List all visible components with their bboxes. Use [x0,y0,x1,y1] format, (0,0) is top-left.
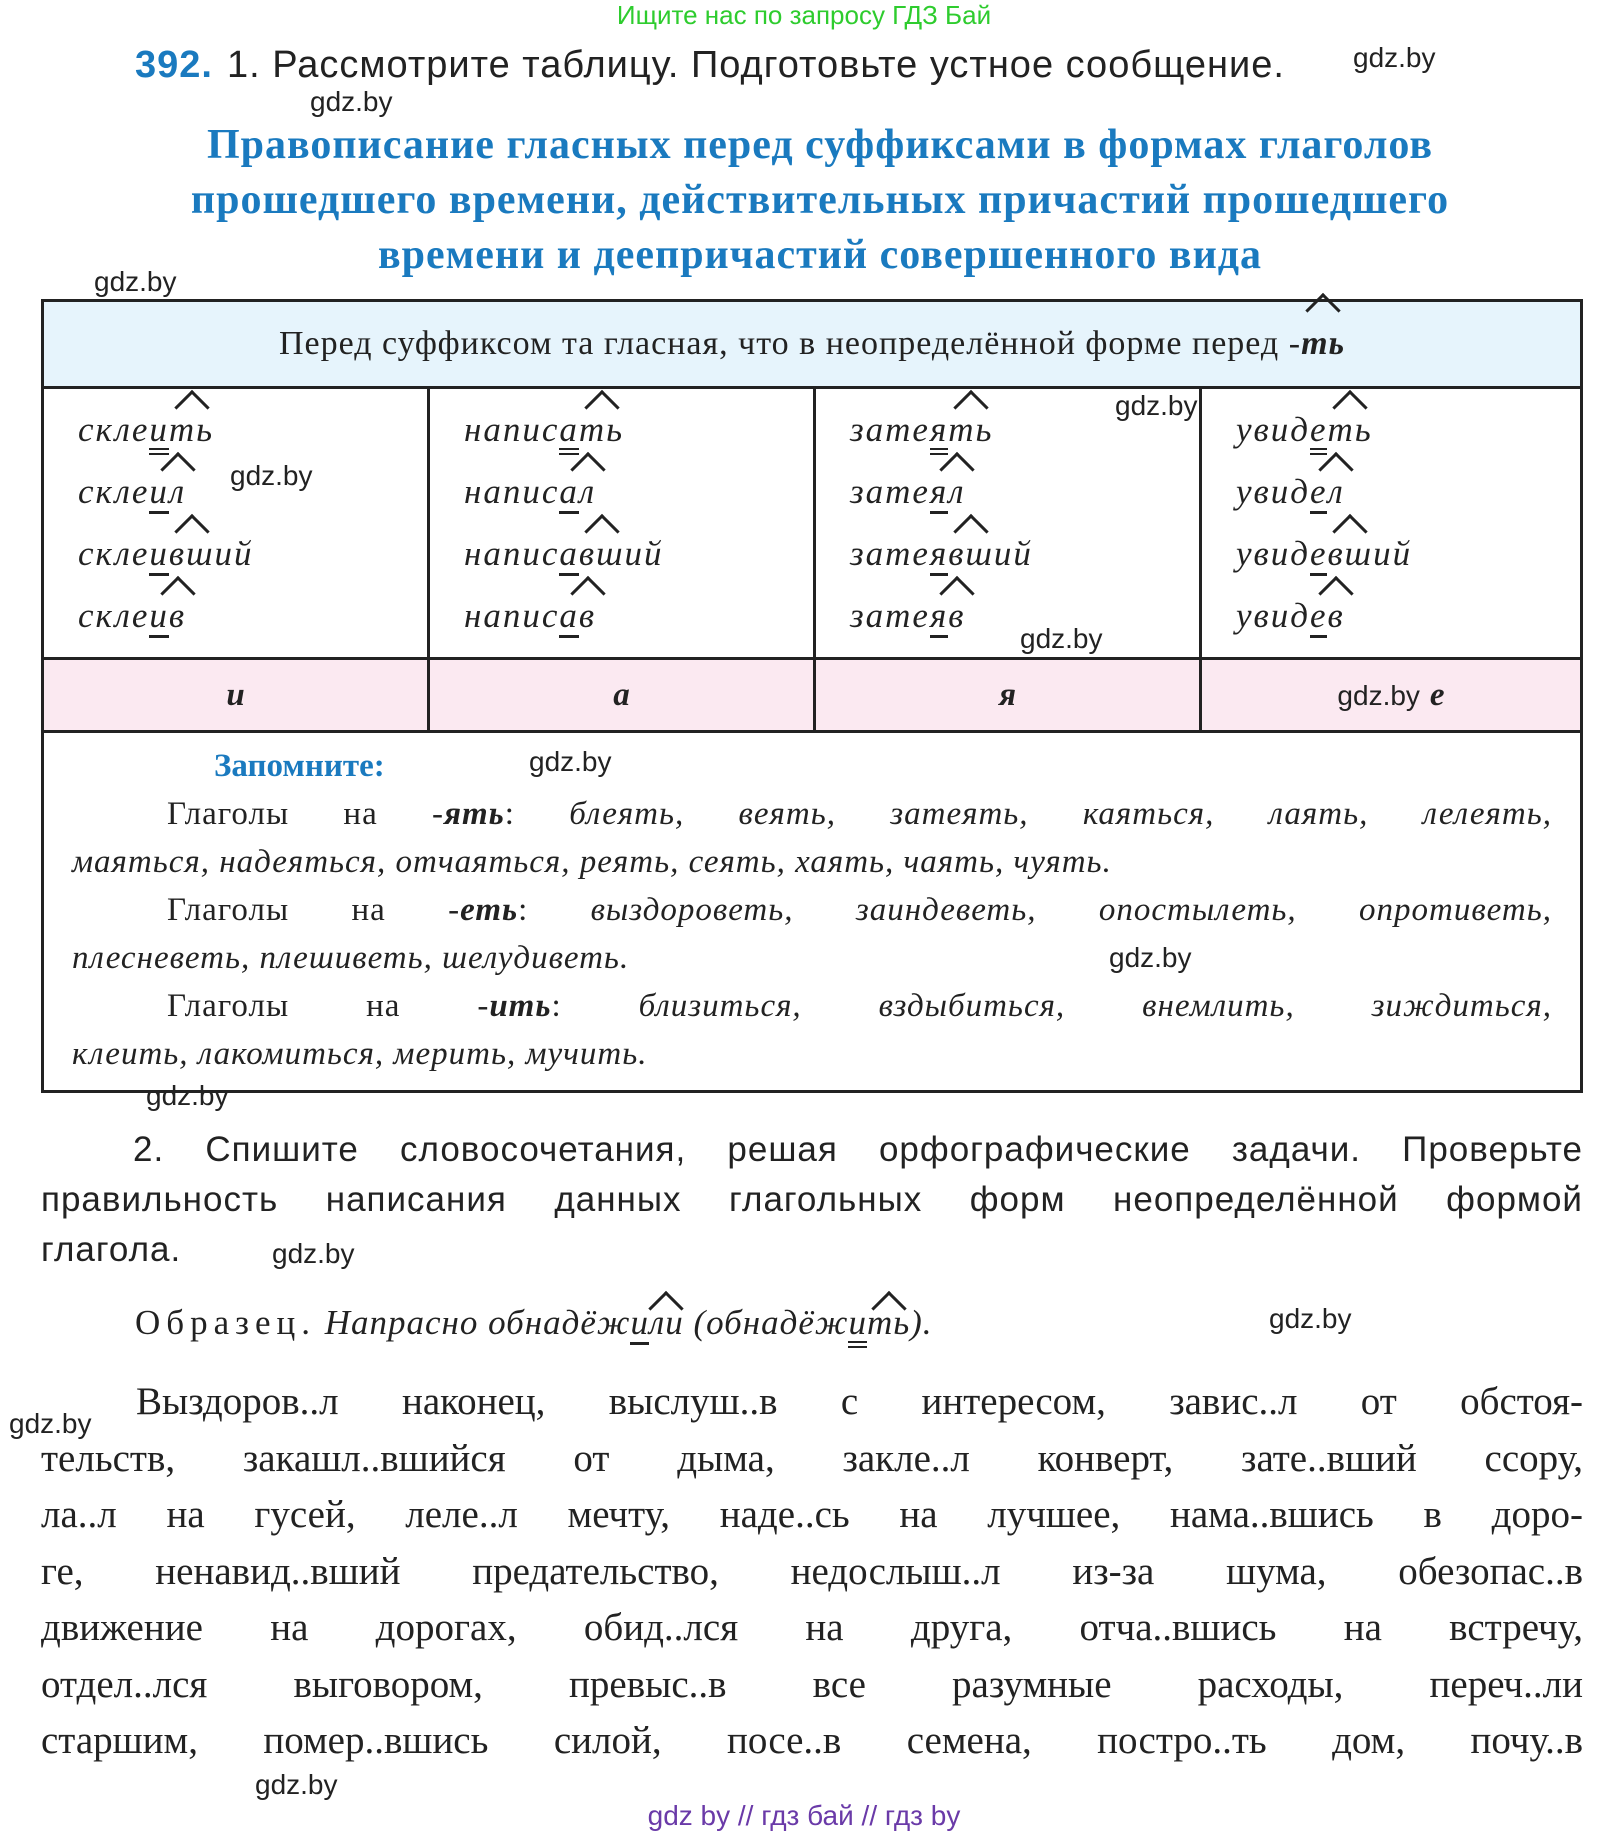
vowel-label: я [999,677,1016,713]
watermark: gdz.by [1020,623,1103,654]
vowel-cell [816,657,1202,733]
sample-text: Напрасно обнадёж [324,1303,631,1342]
watermark: gdz.by [310,86,393,117]
word-rest: ий [214,534,254,573]
footer-links[interactable]: gdz by // гдз бай // гдз by [647,1800,961,1831]
vowel-label: а [613,677,630,713]
sample-label: Образец. [135,1303,316,1342]
exercise-number: 392. [135,44,213,86]
remember-line: Глаголы на -еть: выздороветь, заиндеветь, опостылеть, опротиветь, [167,892,1552,928]
task-2-line: правильность написания данных глагольных форм неопределённой формой [41,1180,1583,1219]
word-suffix: в [579,585,596,647]
word-vowel: е [1310,597,1328,638]
word-vowel: я [930,535,948,576]
word-suffix: л [169,461,186,523]
word-rest: ий [1373,534,1413,573]
table-header [44,302,1580,389]
group-ending: еть [460,892,519,928]
sample-suffix: ть [867,1300,910,1346]
vowel-cell [430,657,816,733]
exercise-line: отдел..лся выговором, превыс..в все разумные расходы, переч..ли [41,1662,1583,1706]
word-form [464,523,813,585]
group-words: выздороветь, заиндеветь, опостылеть, опротиветь, [590,892,1552,928]
word-rest: ий [624,534,664,573]
watermark: gdz.by [255,1769,338,1800]
exercise-line: тельств, закашл..вшийся от дыма, закле..л конверт, зате..вший ссору, [41,1436,1583,1480]
rule-title [40,118,1600,283]
word-form [1236,461,1580,523]
vowel-cell [1202,657,1580,733]
word-vowel: и [149,473,169,514]
word-vowel: я [930,597,948,638]
word-stem: увид [1236,534,1310,573]
word-vowel: е [1310,412,1328,455]
word-suffix: ть [948,399,993,461]
watermark: gdz.by [1109,942,1192,973]
column-2 [816,389,1202,657]
word-form [1236,399,1580,461]
column-1 [430,389,816,657]
exercise-line: ге, ненавид..вший предательство, недослыш..л из-за шума, обезопас..в [41,1549,1583,1593]
word-suffix: ть [169,399,214,461]
exercise-line: ла..л на гусей, леле..л мечту, наде..сь на лучшее, нама..вшись в доро- [41,1493,1583,1536]
remember-block [72,742,1552,1078]
sample-text: (обнадёж [683,1303,849,1342]
rule-table [41,299,1583,1093]
word-form [464,399,813,461]
watermark: gdz.by [230,460,313,491]
remember-line [72,934,1552,982]
sample-text: ). [910,1303,933,1342]
remember-line [72,838,1552,886]
word-vowel: и [149,535,169,576]
watermark: gdz.by [94,266,177,297]
search-banner[interactable]: Ищите нас по запросу ГДЗ Бай [616,0,992,30]
exercise-line: Выздоров..л наконец, выслуш..в с интересом, завис..л от обстоя- [136,1380,1583,1423]
column-3 [1202,389,1580,657]
word-stem: зате [850,596,930,635]
word-suffix: вш [579,523,625,585]
word-suffix: вш [1327,523,1373,585]
word-stem: зате [850,472,930,511]
word-vowel: а [559,412,579,455]
remember-line: Глаголы на -ять: блеять, веять, затеять, каяться, лаять, лелеять, [167,796,1552,832]
group-ending: ять [444,796,505,832]
title-line: Правописание гласных перед суффиксами в формах глаголов [206,122,1434,168]
watermark: gdz.by [1337,680,1420,711]
group-label: Глаголы на - [167,796,444,832]
vowel-label: е [1429,677,1445,713]
word-stem: увид [1236,596,1310,635]
word-stem: склe [78,472,150,511]
vowel-label: и [226,677,245,713]
word-vowel: а [559,473,579,514]
word-suffix: в [1327,585,1344,647]
word-rest: ий [993,534,1033,573]
word-form [464,585,813,647]
word-suffix: ть [579,399,624,461]
word-stem: зате [850,534,930,573]
word-stem: напис [464,410,560,449]
group-words: близиться, вздыбиться, внемлить, зиждиться, [638,988,1552,1024]
word-suffix: л [948,461,965,523]
word-vowel: е [1310,473,1328,514]
column-0 [44,389,430,657]
word-stem: склe [78,534,150,573]
word-suffix: л [579,461,596,523]
remember-line: Глаголы на -ить: близиться, вздыбиться, внемлить, зиждиться, [167,988,1552,1024]
word-vowel: и [149,412,169,455]
watermark: gdz.by [1115,390,1198,421]
word-vowel: я [930,473,948,514]
word-form [78,585,427,647]
group-words: маяться, надеяться, отчаяться, реять, сеять, хаять, чаять, чуять. [72,844,1112,880]
word-vowel: е [1310,535,1328,576]
word-form [78,523,427,585]
group-ending: ить [489,988,552,1024]
watermark: gdz.by [146,1080,229,1111]
exercise-line: старшим, помер..вшись силой, посе..в семена, постро..ть дом, почу..в [41,1719,1583,1762]
word-suffix: вш [948,523,994,585]
word-form [464,461,813,523]
word-form [1236,523,1580,585]
suffix-ть: ть [1301,302,1345,386]
task-2-line: 2. Спишите словосочетания, решая орфографические задачи. Проверьте [133,1130,1583,1169]
word-vowel: а [559,597,579,638]
watermark: gdz.by [272,1238,355,1269]
exercise-text [41,1374,1583,1770]
word-stem: зате [850,410,930,449]
vowel-cell [44,657,430,733]
word-stem: увид [1236,410,1310,449]
word-suffix: вш [169,523,215,585]
word-suffix: ть [1327,399,1372,461]
sample-suffix: ли [649,1300,684,1346]
remember-title: Запомните: [214,748,385,784]
watermark: gdz.by [9,1408,92,1439]
group-label: Глаголы на - [167,988,490,1024]
watermark: gdz.by [529,746,612,777]
word-stem: напис [464,472,560,511]
task-1-instruction [135,44,1285,86]
remember-line [72,1030,1552,1078]
word-stem: увид [1236,472,1310,511]
word-form [850,461,1199,523]
word-stem: напис [464,534,560,573]
word-form [850,523,1199,585]
word-form [78,399,427,461]
word-stem: склe [78,410,150,449]
group-words: блеять, веять, затеять, каяться, лаять, лелеять, [569,796,1552,832]
sample [135,1300,933,1348]
word-vowel: я [930,412,948,455]
task-2-line: глагола. [41,1230,182,1269]
word-suffix: в [948,585,965,647]
title-line: прошедшего времени, действительных причастий прошедшего [190,177,1450,223]
group-label: Глаголы на - [167,892,461,928]
sample-vowel: и [848,1305,867,1348]
word-stem: склe [78,596,150,635]
title-line: времени и деепричастий совершенного вида [377,232,1263,278]
exercise-line: движение на дорогах, обид..лся на друга, отча..вшись на встречу, [41,1606,1583,1649]
task-1-text: 1. Рассмотрите таблицу. Подготовьте устное сообщение. [226,44,1285,86]
word-vowel: а [559,535,579,576]
word-suffix: л [1327,461,1344,523]
group-words: клеить, лакомиться, мерить, мучить. [72,1036,648,1072]
watermark: gdz.by [1353,42,1436,73]
word-vowel: и [149,597,169,638]
group-words: плесневеть, плешиветь, шелудиветь. [72,940,630,976]
word-stem: напис [464,596,560,635]
sample-vowel: и [630,1304,649,1345]
watermark: gdz.by [1269,1303,1352,1334]
header-text: Перед суффиксом та гласная, что в неопределённой форме перед - [278,325,1302,362]
word-suffix: в [169,585,186,647]
word-form [1236,585,1580,647]
